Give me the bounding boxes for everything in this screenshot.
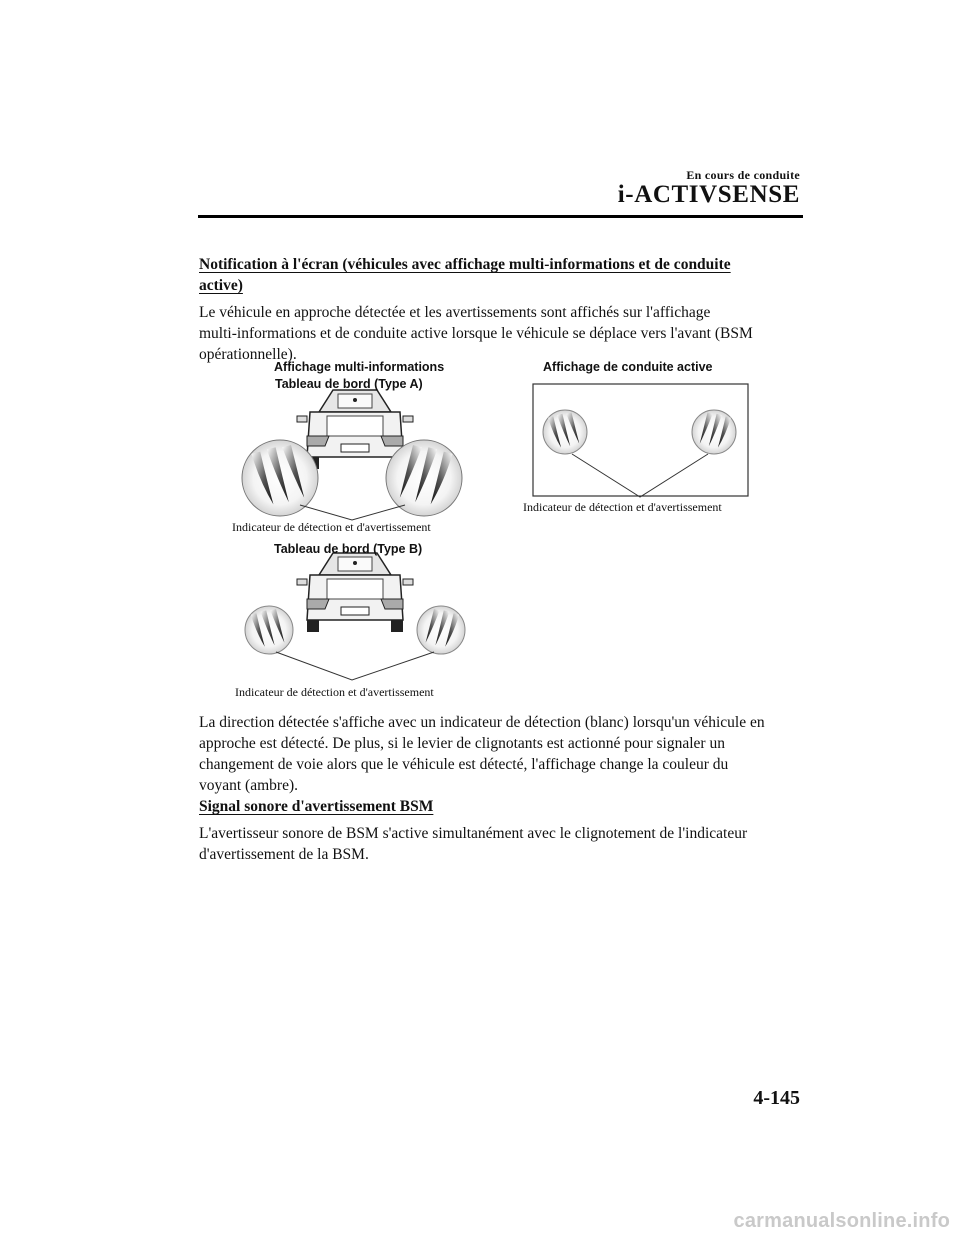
type-b-car (297, 553, 413, 632)
heading-notification-line1: Notification à l'écran (véhicules avec affichage multi-informations et de conduite (199, 256, 731, 273)
type-a-left-indicator-icon (242, 440, 318, 516)
type-b-left-indicator-icon (245, 606, 293, 654)
paragraph-3-line1: L'avertisseur sonore de BSM s'active simultanément avec le clignotement de l'indicateur (199, 825, 748, 842)
section-kicker: En cours de conduite (686, 168, 800, 182)
section-title: i-ACTIVSENSE (617, 181, 800, 208)
type-a-right-indicator-icon (386, 440, 462, 516)
active-display-right-indicator-icon (692, 410, 736, 454)
paragraph-2-line3: changement de voie alors que le véhicule est détecté, l'affichage change la couleur du (199, 756, 729, 773)
paragraph-2-line2: approche est détecté. De plus, si le levier de clignotants est actionné pour signaler un (199, 735, 725, 752)
page-number: 4-145 (753, 1087, 800, 1109)
paragraph-2-line4: voyant (ambre). (199, 777, 298, 794)
caption-active-display-indicator: Indicateur de détection et d'avertissement (523, 500, 722, 514)
active-display-left-indicator-icon (543, 410, 587, 454)
paragraph-1-line2: multi-informations et de conduite active lorsque le véhicule se déplace vers l'avant (BSM (199, 325, 753, 342)
type-b-right-indicator-icon (417, 606, 465, 654)
label-type-b: Tableau de bord (Type B) (274, 542, 423, 556)
paragraph-3-line2: d'avertissement de la BSM. (199, 846, 369, 863)
watermark: carmanualsonline.info (733, 1210, 950, 1232)
paragraph-1-line1: Le véhicule en approche détectée et les avertissements sont affichés sur l'affichage (199, 304, 711, 321)
label-multi-info-display: Affichage multi-informations (274, 360, 445, 374)
caption-type-a-indicator: Indicateur de détection et d'avertissement (232, 520, 431, 534)
heading-bsm-warning-sound: Signal sonore d'avertissement BSM (199, 798, 434, 815)
paragraph-1-line3: opérationnelle). (199, 346, 297, 363)
label-type-a: Tableau de bord (Type A) (275, 377, 423, 391)
heading-notification-line2: active) (199, 277, 243, 294)
caption-type-b-indicator: Indicateur de détection et d'avertissement (235, 685, 434, 699)
label-active-driving-display: Affichage de conduite active (543, 360, 713, 374)
paragraph-2-line1: La direction détectée s'affiche avec un indicateur de détection (blanc) lorsqu'un véhicule en (199, 714, 765, 731)
